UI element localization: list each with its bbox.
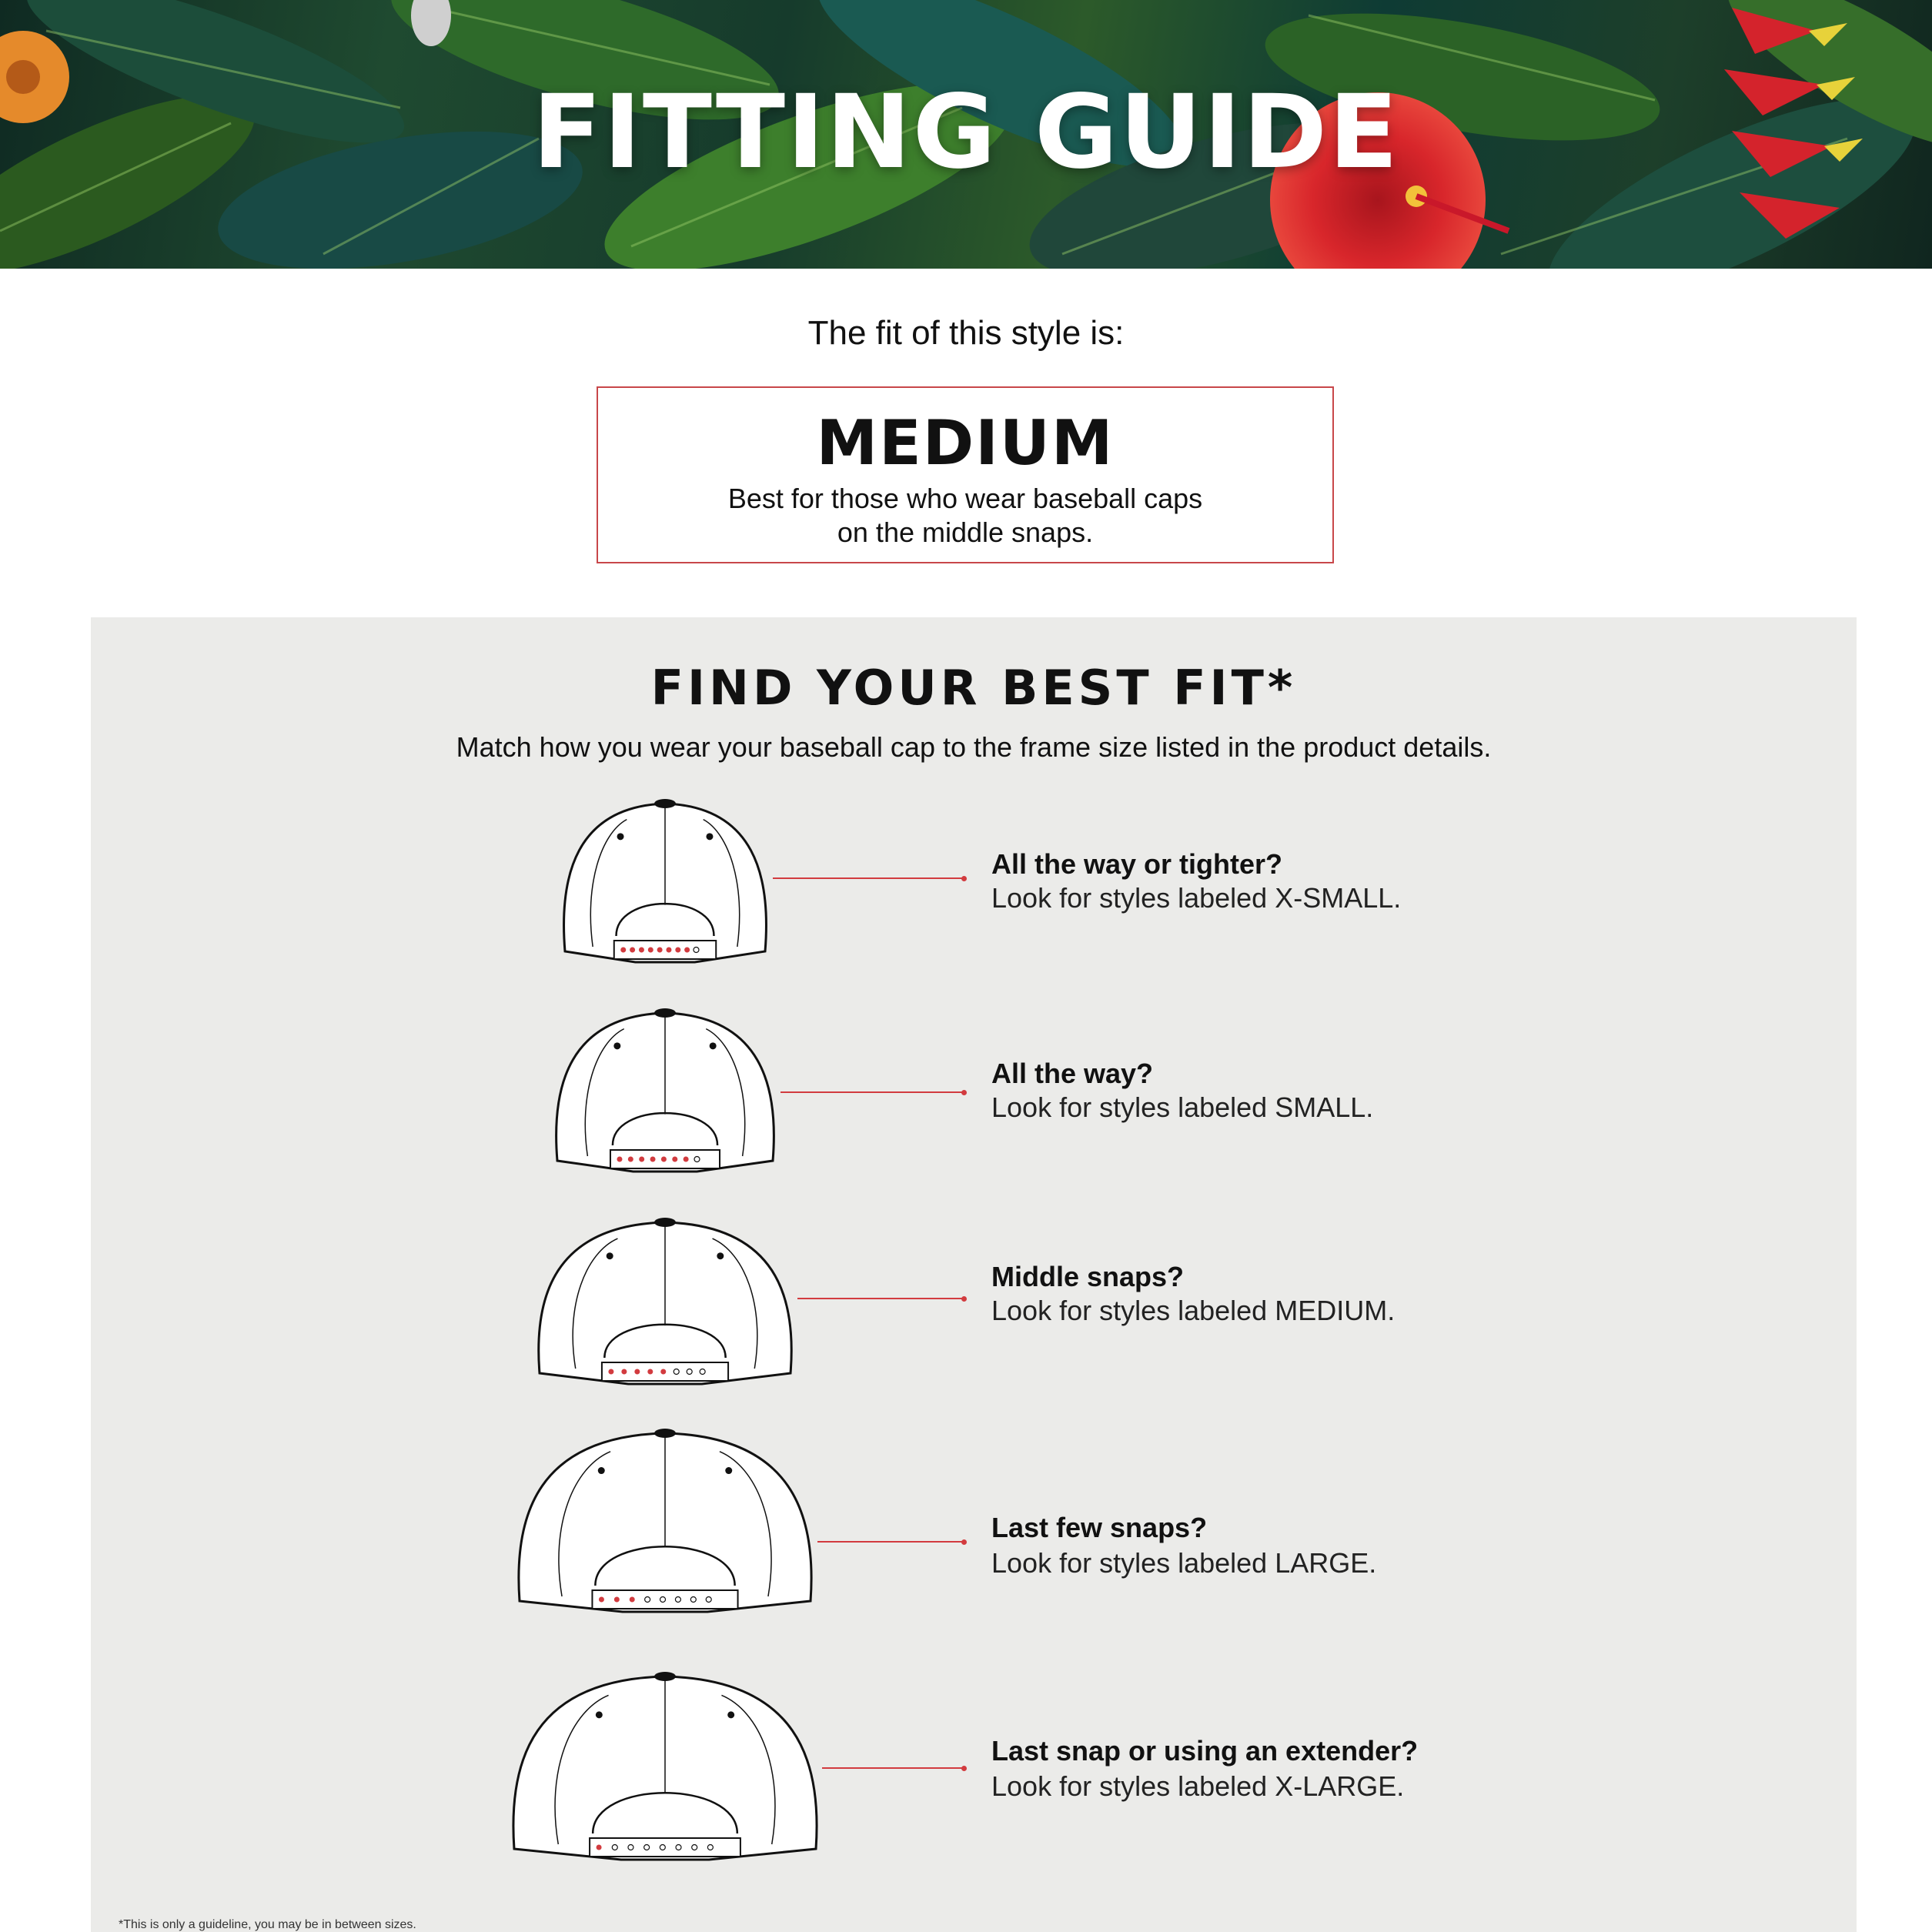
hero-banner: [0, 0, 1932, 269]
fit-question: All the way?: [991, 1058, 1154, 1089]
best-fit-panel: [91, 617, 1857, 1932]
fit-answer: Look for styles labeled X-SMALL.: [991, 882, 1402, 914]
page-title: FITTING GUIDE: [532, 73, 1400, 192]
leader-dot: [961, 876, 967, 881]
fit-row: [91, 793, 1857, 993]
baseball-cap-back-icon: [551, 793, 779, 979]
fit-question: Last few snaps?: [991, 1512, 1208, 1543]
fit-row: [91, 1212, 1857, 1412]
panel-subtitle: Match how you wear your baseball cap to the frame size listed in the product details.: [456, 731, 1492, 763]
fit-answer: Look for styles labeled X-LARGE.: [991, 1770, 1405, 1802]
baseball-cap-back-icon: [526, 1212, 804, 1401]
baseball-cap-back-icon: [506, 1422, 824, 1629]
leader-dot: [961, 1090, 967, 1095]
leader-dot: [961, 1539, 967, 1545]
fit-intro-text: The fit of this style is:: [807, 314, 1125, 352]
fit-question: Middle snaps?: [991, 1261, 1185, 1292]
fit-row: [91, 1422, 1857, 1623]
leader-line: [797, 1298, 964, 1299]
leader-dot: [961, 1766, 967, 1771]
leader-line: [780, 1091, 964, 1093]
fit-description-line1: Best for those who wear baseball caps: [727, 483, 1203, 514]
leader-line: [773, 877, 964, 879]
fit-answer: Look for styles labeled SMALL.: [991, 1091, 1374, 1123]
fit-answer: Look for styles labeled LARGE.: [991, 1547, 1377, 1579]
leader-line: [822, 1767, 964, 1769]
panel-title: FIND YOUR BEST FIT*: [650, 660, 1297, 716]
footnote: *This is only a guideline, you may be in between sizes.: [119, 1918, 416, 1931]
fit-description-line2: on the middle snaps.: [837, 516, 1094, 548]
baseball-cap-back-icon: [500, 1666, 830, 1877]
fit-size-label: MEDIUM: [816, 407, 1115, 479]
fit-question: All the way or tighter?: [991, 848, 1283, 880]
fit-row: [91, 1002, 1857, 1202]
fit-answer: Look for styles labeled MEDIUM.: [991, 1295, 1396, 1326]
fit-size-box: [597, 386, 1334, 563]
baseball-cap-back-icon: [543, 1002, 787, 1188]
fit-row: [91, 1666, 1857, 1866]
leader-dot: [961, 1296, 967, 1302]
fit-question: Last snap or using an extender?: [991, 1735, 1419, 1767]
leader-line: [817, 1541, 964, 1543]
